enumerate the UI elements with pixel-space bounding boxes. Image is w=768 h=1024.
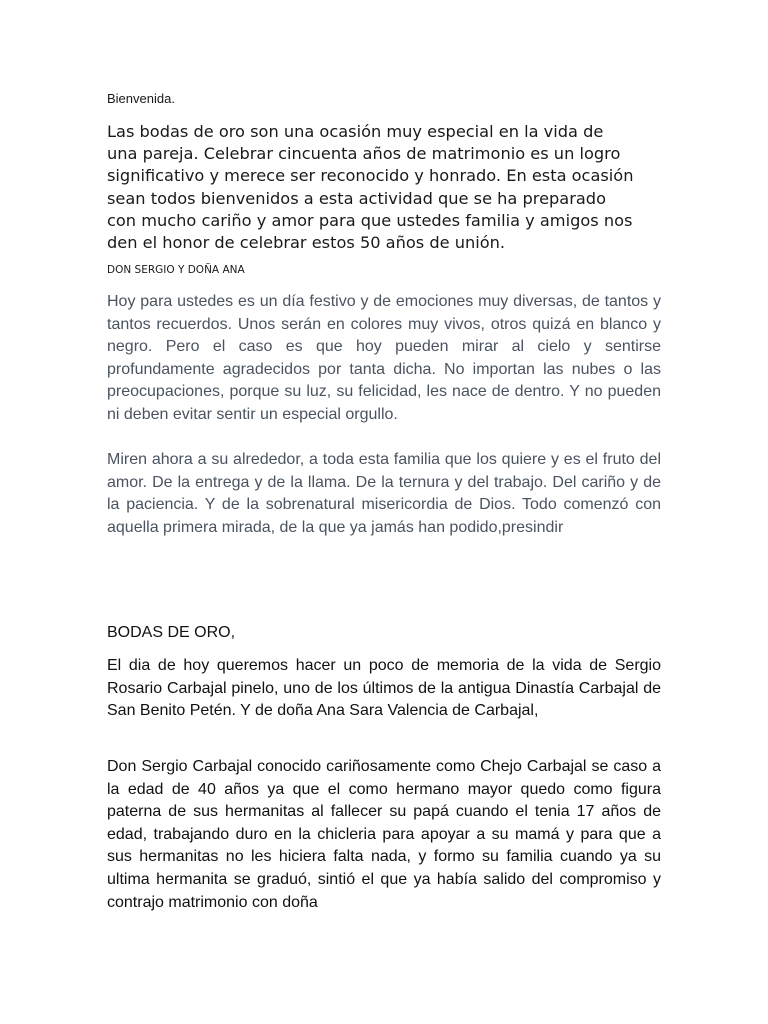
message-paragraph-1: Hoy para ustedes es un día festivo y de emociones muy diversas, de tantos y tantos recuerdos. Unos serán en colores muy vivos, otros quizá en blanco y negro. Pero el caso es que hoy pueden mirar al cielo y sentirse profundamente agradecidos por tanta dicha. No importan las nubes o las preocupaciones, porque su luz, su felicidad, les nace de dentro. Y no pueden ni deben evitar sentir un especial orgullo. <box>107 293 661 423</box>
section-title: BODAS DE ORO, <box>107 624 236 641</box>
body-paragraph-2: Don Sergio Carbajal conocido cariñosamente como Chejo Carbajal se caso a la edad de 40 años ya que el como hermano mayor quedo como figura paterna de sus hermanitas al fallecer su papá cuando el tenia 17 años de edad, trabajando duro en la chicleria para apoyar a su mamá y para que a sus hermanitas no les hiciera falta nada, y formo su familia cuando ya su ultima hermanita se graduó, sintió el que ya había salido del compromiso y contrajo matrimonio con doña <box>107 758 661 911</box>
body-paragraph-1: El dia de hoy queremos hacer un poco de memoria de la vida de Sergio Rosario Carbajal pinelo, uno de los últimos de la antigua Dinastía Carbajal de San Benito Petén. Y de doña Ana Sara Valencia de Carbajal, <box>107 657 661 720</box>
message-paragraph-2: Miren ahora a su alrededor, a toda esta familia que los quiere y es el fruto del amor. De la entrega y de la llama. De la ternura y del trabajo. Del cariño y de la paciencia. Y de la sobrenatural misericordia de Dios. Todo comenzó con aquella primera mirada, de la que ya jamás han podido,presindir <box>107 451 661 536</box>
greeting-heading: Bienvenida. <box>107 91 175 106</box>
couple-heading: DON SERGIO Y DOÑA ANA <box>107 264 245 276</box>
intro-paragraph: Las bodas de oro son una ocasión muy especial en la vida de una pareja. Celebrar cincuenta años de matrimonio es un logro significativo y merece ser reconocido y honrado. En esta ocasión sean todos bienvenidos a esta actividad que se ha preparado con mucho cariño y amor para que ustedes familia y amigos nos den el honor de celebrar estos 50 años de unión. <box>107 122 634 253</box>
